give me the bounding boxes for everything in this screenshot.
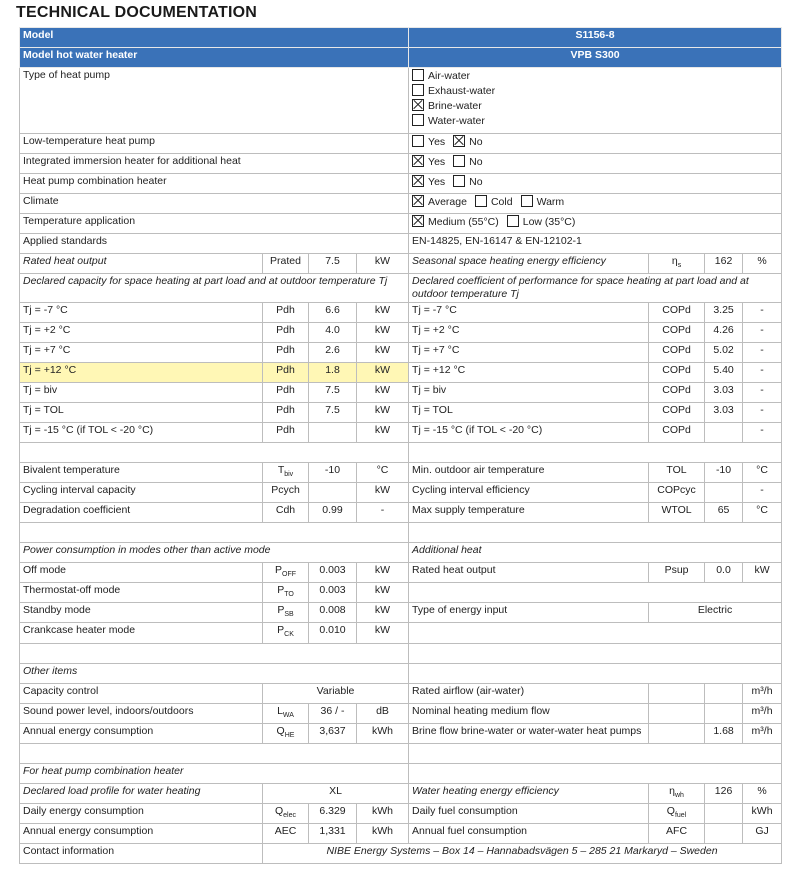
airflow-value bbox=[705, 683, 743, 703]
combination-title: For heat pump combination heater bbox=[20, 763, 409, 783]
param-unit: °C bbox=[357, 463, 409, 483]
standards-row bbox=[20, 234, 782, 254]
model-label: Model bbox=[20, 28, 409, 48]
lowtemp-options bbox=[409, 134, 782, 154]
annual-combo-row bbox=[20, 823, 782, 843]
param-unit: - bbox=[357, 503, 409, 523]
rated-unit: kW bbox=[357, 254, 409, 274]
option-label: Air-water bbox=[428, 70, 471, 82]
power-unit: kW bbox=[357, 603, 409, 623]
tj-unit: kW bbox=[357, 423, 409, 443]
power-label: Standby mode bbox=[20, 603, 263, 623]
cop-symbol: COPd bbox=[649, 363, 705, 383]
brine-flow-label: Brine flow brine-water or water-water heat pumps bbox=[409, 723, 649, 743]
option-tempapp-0 bbox=[412, 215, 499, 229]
checkbox-icon bbox=[507, 215, 519, 227]
afc-value bbox=[705, 823, 743, 843]
daily-energy-row bbox=[20, 803, 782, 823]
daily-fuel-value bbox=[705, 803, 743, 823]
climate-options bbox=[409, 194, 782, 214]
empty-cell bbox=[409, 583, 782, 603]
power-title-row bbox=[20, 543, 782, 563]
cop-symbol: COPd bbox=[649, 423, 705, 443]
option-climate-2 bbox=[521, 195, 565, 209]
capacity-label: Capacity control bbox=[20, 683, 263, 703]
cop-unit: - bbox=[743, 423, 782, 443]
flow-symbol bbox=[649, 703, 705, 723]
spacer-row bbox=[20, 523, 782, 543]
declared-cop-title: Declared coefficient of performance for space heating at part load and at outdoor temperature Tj bbox=[409, 274, 782, 303]
option-label: Brine-water bbox=[428, 100, 482, 112]
param-symbol-right: COPcyc bbox=[649, 483, 705, 503]
option-label: Medium (55°C) bbox=[428, 216, 499, 228]
flow-label: Nominal heating medium flow bbox=[409, 703, 649, 723]
airflow-symbol bbox=[649, 683, 705, 703]
immersion-row bbox=[20, 154, 782, 174]
cop-symbol: COPd bbox=[649, 343, 705, 363]
checkbox-icon bbox=[453, 155, 465, 167]
tj-unit: kW bbox=[357, 363, 409, 383]
hw-model-label: Model hot water heater bbox=[20, 48, 409, 68]
load-profile-row bbox=[20, 783, 782, 803]
tj-symbol: Pdh bbox=[263, 343, 309, 363]
tj-label: Tj = +7 °C bbox=[20, 343, 263, 363]
sound-unit: dB bbox=[357, 703, 409, 723]
option-label: No bbox=[469, 136, 483, 148]
energy-input-value: Electric bbox=[649, 603, 782, 623]
capacity-value: Variable bbox=[263, 683, 409, 703]
option-label: No bbox=[469, 156, 483, 168]
cop-unit: - bbox=[743, 383, 782, 403]
tj-unit: kW bbox=[357, 343, 409, 363]
declared-row bbox=[20, 303, 782, 323]
lowtemp-label: Low-temperature heat pump bbox=[20, 134, 409, 154]
afc-label: Annual fuel consumption bbox=[409, 823, 649, 843]
param-label: Bivalent temperature bbox=[20, 463, 263, 483]
cop-label: Tj = TOL bbox=[409, 403, 649, 423]
spacer-cell bbox=[409, 643, 782, 663]
option-label: Low (35°C) bbox=[522, 216, 576, 228]
declared-row bbox=[20, 423, 782, 443]
empty-cell bbox=[409, 763, 782, 783]
power-value: 0.003 bbox=[309, 583, 357, 603]
declared-capacity-title: Declared capacity for space heating at part load and at outdoor temperature Tj bbox=[20, 274, 409, 303]
param-unit: kW bbox=[357, 483, 409, 503]
contact-value: NIBE Energy Systems – Box 14 – Hannabadsvägen 5 – 285 21 Markaryd – Sweden bbox=[263, 843, 782, 863]
immersion-label: Integrated immersion heater for additional heat bbox=[20, 154, 409, 174]
power-symbol: $P_{CK}$ bbox=[263, 623, 309, 643]
annual-symbol: $Q_{HE}$ bbox=[263, 723, 309, 743]
empty-cell bbox=[409, 623, 782, 643]
seasonal-value: 162 bbox=[705, 254, 743, 274]
cop-symbol: COPd bbox=[649, 323, 705, 343]
param-value-right bbox=[705, 483, 743, 503]
power-value: 0.008 bbox=[309, 603, 357, 623]
option-tempapp-1 bbox=[507, 215, 576, 229]
climate-row bbox=[20, 194, 782, 214]
checked-box-icon bbox=[412, 155, 424, 167]
param-unit-right: °C bbox=[743, 503, 782, 523]
load-profile-value: XL bbox=[263, 783, 409, 803]
cop-value: 4.26 bbox=[705, 323, 743, 343]
option-type-3 bbox=[412, 114, 778, 129]
water-efficiency-value: 126 bbox=[705, 783, 743, 803]
param-symbol: Cdh bbox=[263, 503, 309, 523]
option-combo-0 bbox=[412, 175, 445, 189]
declared-row bbox=[20, 363, 782, 383]
daily-fuel-symbol: $Q_{fuel}$ bbox=[649, 803, 705, 823]
declared-row bbox=[20, 383, 782, 403]
brine-flow-value: 1.68 bbox=[705, 723, 743, 743]
tempapp-row bbox=[20, 214, 782, 234]
tj-unit: kW bbox=[357, 403, 409, 423]
addheat-label: Rated heat output bbox=[409, 563, 649, 583]
option-climate-1 bbox=[475, 195, 513, 209]
power-row bbox=[20, 583, 782, 603]
afc-symbol: AFC bbox=[649, 823, 705, 843]
tj-value: 4.0 bbox=[309, 323, 357, 343]
param-value-right: 65 bbox=[705, 503, 743, 523]
standards-label: Applied standards bbox=[20, 234, 409, 254]
cop-value: 5.02 bbox=[705, 343, 743, 363]
spacer-row bbox=[20, 443, 782, 463]
cop-unit: - bbox=[743, 343, 782, 363]
cop-value bbox=[705, 423, 743, 443]
option-lowtemp-0 bbox=[412, 135, 445, 149]
tj-symbol: Pdh bbox=[263, 303, 309, 323]
declared-row bbox=[20, 343, 782, 363]
checkbox-icon bbox=[521, 195, 533, 207]
checked-box-icon bbox=[412, 215, 424, 227]
tj-value: 6.6 bbox=[309, 303, 357, 323]
cop-label: Tj = +2 °C bbox=[409, 323, 649, 343]
declared-row bbox=[20, 403, 782, 423]
declared-row bbox=[20, 323, 782, 343]
annual-energy-row bbox=[20, 723, 782, 743]
power-title: Power consumption in modes other than active mode bbox=[20, 543, 409, 563]
tj-unit: kW bbox=[357, 303, 409, 323]
power-label: Thermostat-off mode bbox=[20, 583, 263, 603]
tj-value: 7.5 bbox=[309, 403, 357, 423]
rated-symbol: Prated bbox=[263, 254, 309, 274]
cop-symbol: COPd bbox=[649, 403, 705, 423]
airflow-unit: m³/h bbox=[743, 683, 782, 703]
capacity-row bbox=[20, 683, 782, 703]
type-label: Type of heat pump bbox=[20, 68, 409, 134]
checked-box-icon bbox=[412, 99, 424, 111]
power-unit: kW bbox=[357, 563, 409, 583]
param-symbol: $T_{biv}$ bbox=[263, 463, 309, 483]
power-symbol: $P_{OFF}$ bbox=[263, 563, 309, 583]
flow-unit: m³/h bbox=[743, 703, 782, 723]
combination-title-row bbox=[20, 763, 782, 783]
load-profile-label: Declared load profile for water heating bbox=[20, 783, 263, 803]
page-title: TECHNICAL DOCUMENTATION bbox=[16, 4, 258, 21]
param-value-right: -10 bbox=[705, 463, 743, 483]
option-lowtemp-1 bbox=[453, 135, 482, 149]
checkbox-icon bbox=[453, 175, 465, 187]
param-unit-right: - bbox=[743, 483, 782, 503]
type-row bbox=[20, 68, 782, 134]
tj-value: 1.8 bbox=[309, 363, 357, 383]
combo-label: Heat pump combination heater bbox=[20, 174, 409, 194]
checkbox-icon bbox=[412, 84, 424, 96]
climate-label: Climate bbox=[20, 194, 409, 214]
rated-label: Rated heat output bbox=[20, 254, 263, 274]
cop-label: Tj = +12 °C bbox=[409, 363, 649, 383]
spacer-cell bbox=[20, 523, 409, 543]
option-label: Average bbox=[428, 196, 467, 208]
model-value: S1156-8 bbox=[409, 28, 782, 48]
cop-value: 3.25 bbox=[705, 303, 743, 323]
option-type-2 bbox=[412, 99, 778, 114]
option-label: Exhaust-water bbox=[428, 85, 496, 97]
combo-row bbox=[20, 174, 782, 194]
bivalent-row bbox=[20, 483, 782, 503]
option-label: No bbox=[469, 176, 483, 188]
hw-model-value: VPB S300 bbox=[409, 48, 782, 68]
cop-unit: - bbox=[743, 303, 782, 323]
param-label: Degradation coefficient bbox=[20, 503, 263, 523]
param-value: -10 bbox=[309, 463, 357, 483]
cop-label: Tj = +7 °C bbox=[409, 343, 649, 363]
water-efficiency-unit: % bbox=[743, 783, 782, 803]
seasonal-label: Seasonal space heating energy efficiency bbox=[409, 254, 649, 274]
tj-symbol: Pdh bbox=[263, 363, 309, 383]
spec-table bbox=[19, 27, 782, 864]
param-label-right: Cycling interval efficiency bbox=[409, 483, 649, 503]
power-symbol: $P_{SB}$ bbox=[263, 603, 309, 623]
sound-symbol: $L_{WA}$ bbox=[263, 703, 309, 723]
cop-unit: - bbox=[743, 363, 782, 383]
annual-unit: kWh bbox=[357, 723, 409, 743]
aec-unit: kWh bbox=[357, 823, 409, 843]
annual-label: Annual energy consumption bbox=[20, 723, 263, 743]
tempapp-options bbox=[409, 214, 782, 234]
sound-value: 36 / - bbox=[309, 703, 357, 723]
spacer-row bbox=[20, 643, 782, 663]
daily-energy-unit: kWh bbox=[357, 803, 409, 823]
water-efficiency-label: Water heating energy efficiency bbox=[409, 783, 649, 803]
param-label: Cycling interval capacity bbox=[20, 483, 263, 503]
tj-label: Tj = -7 °C bbox=[20, 303, 263, 323]
brine-flow-symbol bbox=[649, 723, 705, 743]
standards-value: EN-14825, EN-16147 & EN-12102-1 bbox=[409, 234, 782, 254]
tj-symbol: Pdh bbox=[263, 383, 309, 403]
rated-value: 7.5 bbox=[309, 254, 357, 274]
checked-box-icon bbox=[412, 195, 424, 207]
airflow-label: Rated airflow (air-water) bbox=[409, 683, 649, 703]
param-label-right: Max supply temperature bbox=[409, 503, 649, 523]
power-unit: kW bbox=[357, 623, 409, 643]
option-immersion-1 bbox=[453, 155, 482, 169]
tj-value: 2.6 bbox=[309, 343, 357, 363]
empty-cell bbox=[409, 663, 782, 683]
power-row bbox=[20, 603, 782, 623]
param-symbol-right: TOL bbox=[649, 463, 705, 483]
other-items-title: Other items bbox=[20, 663, 409, 683]
option-label: Cold bbox=[490, 196, 513, 208]
afc-unit: GJ bbox=[743, 823, 782, 843]
other-title-row bbox=[20, 663, 782, 683]
tj-symbol: Pdh bbox=[263, 403, 309, 423]
tj-unit: kW bbox=[357, 383, 409, 403]
option-label: Water-water bbox=[428, 115, 485, 127]
tj-label: Tj = TOL bbox=[20, 403, 263, 423]
power-value: 0.003 bbox=[309, 563, 357, 583]
brine-flow-unit: m³/h bbox=[743, 723, 782, 743]
declared-title-row bbox=[20, 274, 782, 303]
option-immersion-0 bbox=[412, 155, 445, 169]
sound-label: Sound power level, indoors/outdoors bbox=[20, 703, 263, 723]
spacer-cell bbox=[409, 523, 782, 543]
additional-heat-title: Additional heat bbox=[409, 543, 782, 563]
power-symbol: $P_{TO}$ bbox=[263, 583, 309, 603]
tj-label: Tj = biv bbox=[20, 383, 263, 403]
tj-value bbox=[309, 423, 357, 443]
immersion-options bbox=[409, 154, 782, 174]
cop-unit: - bbox=[743, 403, 782, 423]
lowtemp-row bbox=[20, 134, 782, 154]
contact-row bbox=[20, 843, 782, 863]
option-label: Yes bbox=[428, 136, 446, 148]
power-row bbox=[20, 623, 782, 643]
combo-options bbox=[409, 174, 782, 194]
energy-input-label: Type of energy input bbox=[409, 603, 649, 623]
option-type-1 bbox=[412, 84, 778, 99]
spacer-cell bbox=[409, 743, 782, 763]
option-label: Yes bbox=[428, 176, 446, 188]
cop-unit: - bbox=[743, 323, 782, 343]
daily-energy-value: 6.329 bbox=[309, 803, 357, 823]
checked-box-icon bbox=[453, 135, 465, 147]
cop-value: 3.03 bbox=[705, 383, 743, 403]
sound-row bbox=[20, 703, 782, 723]
checkbox-icon bbox=[475, 195, 487, 207]
daily-fuel-unit: kWh bbox=[743, 803, 782, 823]
checkbox-icon bbox=[412, 135, 424, 147]
rated-row bbox=[20, 254, 782, 274]
annual-value: 3,637 bbox=[309, 723, 357, 743]
daily-fuel-label: Daily fuel consumption bbox=[409, 803, 649, 823]
bivalent-row bbox=[20, 463, 782, 483]
addheat-value: 0.0 bbox=[705, 563, 743, 583]
option-type-0 bbox=[412, 69, 778, 84]
option-climate-0 bbox=[412, 195, 467, 209]
option-label: Yes bbox=[428, 156, 446, 168]
daily-energy-symbol: $Q_{elec}$ bbox=[263, 803, 309, 823]
spacer-cell bbox=[20, 743, 409, 763]
power-row bbox=[20, 563, 782, 583]
tempapp-label: Temperature application bbox=[20, 214, 409, 234]
tj-label: Tj = -15 °C (if TOL < -20 °C) bbox=[20, 423, 263, 443]
water-efficiency-symbol: $\eta_{wh}$ bbox=[649, 783, 705, 803]
seasonal-symbol: $\eta_s$ bbox=[649, 254, 705, 274]
spacer-row bbox=[20, 743, 782, 763]
tj-value: 7.5 bbox=[309, 383, 357, 403]
cop-label: Tj = -15 °C (if TOL < -20 °C) bbox=[409, 423, 649, 443]
power-unit: kW bbox=[357, 583, 409, 603]
aec-value: 1,331 bbox=[309, 823, 357, 843]
hw-model-row bbox=[20, 48, 782, 68]
spacer-cell bbox=[20, 643, 409, 663]
cop-label: Tj = biv bbox=[409, 383, 649, 403]
cop-value: 5.40 bbox=[705, 363, 743, 383]
tj-symbol: Pdh bbox=[263, 423, 309, 443]
flow-value bbox=[705, 703, 743, 723]
aec-symbol: AEC bbox=[263, 823, 309, 843]
addheat-symbol: Psup bbox=[649, 563, 705, 583]
param-label-right: Min. outdoor air temperature bbox=[409, 463, 649, 483]
power-label: Off mode bbox=[20, 563, 263, 583]
cop-symbol: COPd bbox=[649, 383, 705, 403]
tj-unit: kW bbox=[357, 323, 409, 343]
param-value bbox=[309, 483, 357, 503]
power-value: 0.010 bbox=[309, 623, 357, 643]
spacer-cell bbox=[409, 443, 782, 463]
checked-box-icon bbox=[412, 175, 424, 187]
param-symbol-right: WTOL bbox=[649, 503, 705, 523]
option-label: Warm bbox=[536, 196, 565, 208]
cop-value: 3.03 bbox=[705, 403, 743, 423]
cop-symbol: COPd bbox=[649, 303, 705, 323]
contact-label: Contact information bbox=[20, 843, 263, 863]
tj-label: Tj = +2 °C bbox=[20, 323, 263, 343]
cop-label: Tj = -7 °C bbox=[409, 303, 649, 323]
tj-label: Tj = +12 °C bbox=[20, 363, 263, 383]
seasonal-unit: % bbox=[743, 254, 782, 274]
checkbox-icon bbox=[412, 114, 424, 126]
addheat-unit: kW bbox=[743, 563, 782, 583]
bivalent-row bbox=[20, 503, 782, 523]
checkbox-icon bbox=[412, 69, 424, 81]
daily-energy-label: Daily energy consumption bbox=[20, 803, 263, 823]
spacer-cell bbox=[20, 443, 409, 463]
param-value: 0.99 bbox=[309, 503, 357, 523]
tj-symbol: Pdh bbox=[263, 323, 309, 343]
param-unit-right: °C bbox=[743, 463, 782, 483]
aec-label: Annual energy consumption bbox=[20, 823, 263, 843]
param-symbol: Pcych bbox=[263, 483, 309, 503]
type-options bbox=[409, 68, 782, 134]
option-combo-1 bbox=[453, 175, 482, 189]
model-row bbox=[20, 28, 782, 48]
power-label: Crankcase heater mode bbox=[20, 623, 263, 643]
